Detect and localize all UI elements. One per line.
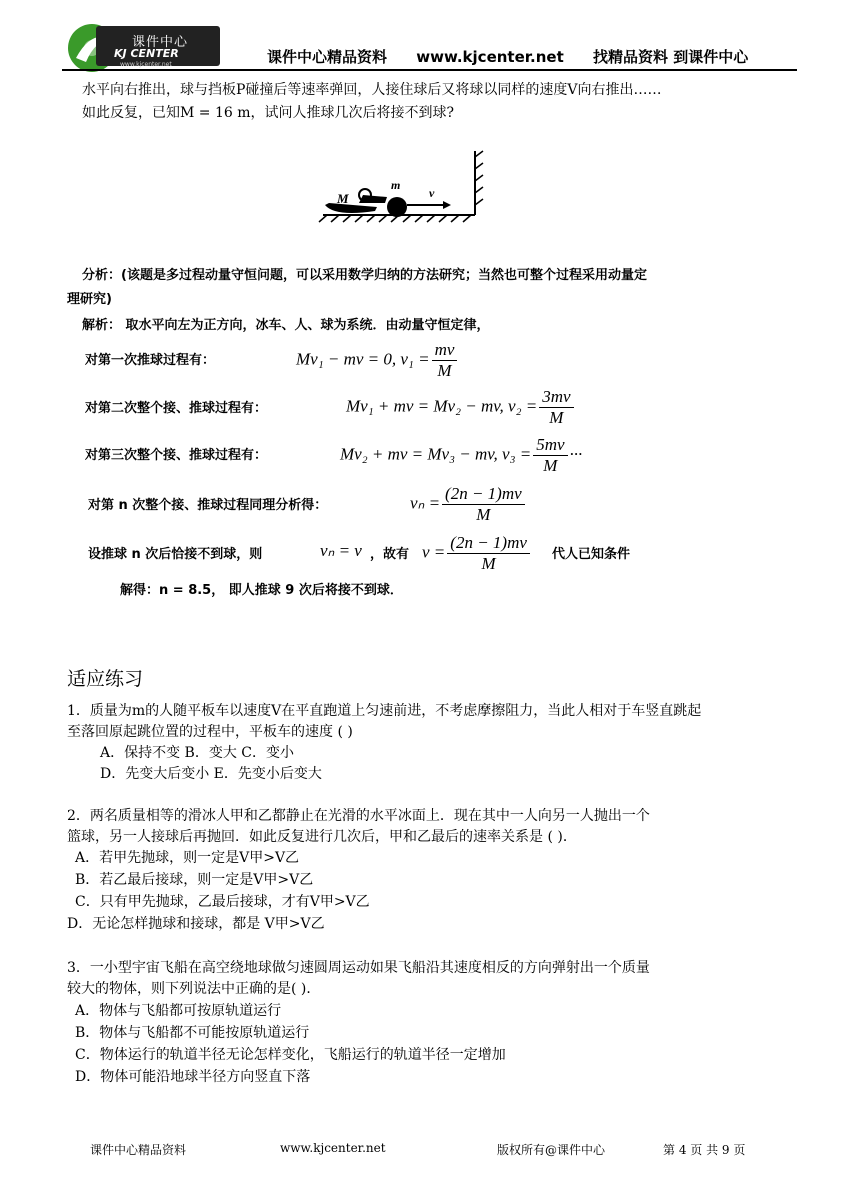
step2-fraction xyxy=(539,387,573,428)
condition-formula xyxy=(422,533,532,574)
header-text xyxy=(267,46,772,67)
q3-line-2: 较大的物体，则下列说法中正确的是( )． xyxy=(67,981,321,997)
step1-expr: Mv₁ − mv = 0, v₁ = xyxy=(296,349,430,369)
q2-line-1: 2．两名质量相等的滑冰人甲和乙都静止在光滑的水平冰面上．现在其中一人向另一人抛出一个 xyxy=(67,808,650,824)
step2-label: 对第二次整个接、推球过程有： xyxy=(85,401,268,416)
step3-denominator: M xyxy=(543,456,558,475)
solution-intro: 解析： 取水平向左为正方向，冰车、人、球为系统．由动量守恒定律， xyxy=(82,318,490,333)
step3-numerator: 5mv xyxy=(533,435,567,456)
condition-mid: ，故有 xyxy=(370,547,410,562)
logo-text-cn: 课件中心 xyxy=(132,35,189,50)
condition-denominator: M xyxy=(481,554,496,573)
q2-option-a: A．若甲先抛球，则一定是V甲>V乙 xyxy=(75,850,300,866)
q1-line-2: 至落回原起跳位置的过程中，平板车的速度 ( ) xyxy=(67,724,353,740)
velocity-arrow-icon xyxy=(443,201,451,209)
step1-fraction xyxy=(432,340,458,381)
condition-tail: 代人已知条件 xyxy=(552,547,631,562)
q2-option-c: C．只有甲先抛球，乙最后接球，才有V甲>V乙 xyxy=(75,894,370,910)
label-m: m xyxy=(391,178,401,192)
step2-denominator: M xyxy=(549,408,564,427)
analysis-line-1: 分析：(该题是多过程动量守恒问题，可以采用数学归纳的方法研究；当然也可整个过程采用动量定 xyxy=(82,268,647,283)
analysis-line-2: 理研究) xyxy=(67,292,112,307)
problem-line-2: 如此反复，已知M = 16 m，试问人推球几次后将接不到球? xyxy=(82,105,455,121)
step3-expr: Mv₂ + mv = Mv₃ − mv, v₃ = xyxy=(340,444,532,464)
footer-left: 课件中心精品资料 xyxy=(90,1143,187,1157)
problem-figure xyxy=(315,145,490,223)
problem-line-1: 水平向右推出，球与挡板P碰撞后等速率弹回，人接住球后又将球以同样的速度V向右推出…… xyxy=(82,82,662,98)
q1-line-1: 1．质量为m的人随平板车以速度V在平直跑道上匀速前进，不考虑摩擦阻力，当此人相对于车竖直跳起 xyxy=(67,703,702,719)
condition-label: 设推球 n 次后恰接不到球，则 xyxy=(88,547,263,562)
stepn-label: 对第 n 次整个接、推球过程同理分析得： xyxy=(88,498,328,513)
header-item-3: 找精品资料 到课件中心 xyxy=(592,48,749,66)
step2-expr: Mv₁ + mv = Mv₂ − mv, v₂ = xyxy=(346,396,538,416)
header-item-1: 课件中心精品资料 xyxy=(267,48,388,66)
step3-fraction xyxy=(533,435,567,476)
q3-option-a: A．物体与飞船都可按原轨道运行 xyxy=(75,1003,282,1019)
step1-denominator: M xyxy=(437,361,452,380)
condition-fraction xyxy=(447,533,530,574)
step1-numerator: mv xyxy=(432,340,458,361)
section-title: 适应练习 xyxy=(67,668,144,690)
condition-numerator: (2n − 1)mv xyxy=(447,533,530,554)
condition-expr-2: v = xyxy=(422,542,446,562)
step3-ellipsis: ··· xyxy=(569,444,583,464)
logo-text-en: KJ CENTER xyxy=(114,47,179,60)
sled-shape xyxy=(325,203,377,213)
person-body xyxy=(359,195,387,203)
q2-line-2: 篮球，另一人接球后再抛回．如此反复进行几次后，甲和乙最后的速率关系是 ( )． xyxy=(67,829,577,845)
stepn-formula xyxy=(410,484,527,525)
q3-option-c: C．物体运行的轨道半径无论怎样变化，飞船运行的轨道半径一定增加 xyxy=(75,1047,506,1063)
q1-options-1: A．保持不变 B．变大 C．变小 xyxy=(100,745,295,761)
step1-formula xyxy=(296,340,459,381)
footer-url[interactable]: www.kjcenter.net xyxy=(280,1141,386,1155)
page-header xyxy=(62,14,797,72)
footer-page-number: 第 4 页 共 9 页 xyxy=(663,1143,746,1157)
stepn-numerator: (2n − 1)mv xyxy=(442,484,525,505)
label-M: M xyxy=(337,191,349,206)
q1-options-2: D．先变大后变小 E．先变小后变大 xyxy=(100,766,322,782)
q2-option-b: B．若乙最后接球，则一定是V甲>V乙 xyxy=(75,872,314,888)
ball-shape xyxy=(387,197,407,217)
q3-option-d: D．物体可能沿地球半径方向竖直下落 xyxy=(75,1069,311,1085)
stepn-expr: vₙ = xyxy=(410,493,441,513)
header-divider xyxy=(62,69,797,71)
step3-label: 对第三次整个接、推球过程有： xyxy=(85,448,268,463)
q3-option-b: B．物体与飞船都不可能按原轨道运行 xyxy=(75,1025,310,1041)
q2-option-d: D．无论怎样抛球和接球，都是 V甲>V乙 xyxy=(67,916,325,932)
q3-line-1: 3．一小型宇宙飞船在高空绕地球做匀速圆周运动如果飞船沿其速度相反的方向弹射出一个质量 xyxy=(67,960,650,976)
step2-numerator: 3mv xyxy=(539,387,573,408)
condition-expr-1: vₙ = v xyxy=(320,541,362,560)
stepn-denominator: M xyxy=(476,505,491,524)
header-item-2[interactable]: www.kjcenter.net xyxy=(416,48,564,66)
step3-formula xyxy=(340,435,582,476)
logo xyxy=(62,18,222,74)
step1-label: 对第一次推球过程有： xyxy=(85,353,216,368)
stepn-fraction xyxy=(442,484,525,525)
footer-copyright: 版权所有@课件中心 xyxy=(497,1143,606,1157)
label-v: v xyxy=(429,186,435,200)
result-line: 解得：n = 8.5， 即人推球 9 次后将接不到球． xyxy=(120,583,403,598)
step2-formula xyxy=(346,387,576,428)
logo-url: www.kjcenter.net xyxy=(120,61,172,68)
